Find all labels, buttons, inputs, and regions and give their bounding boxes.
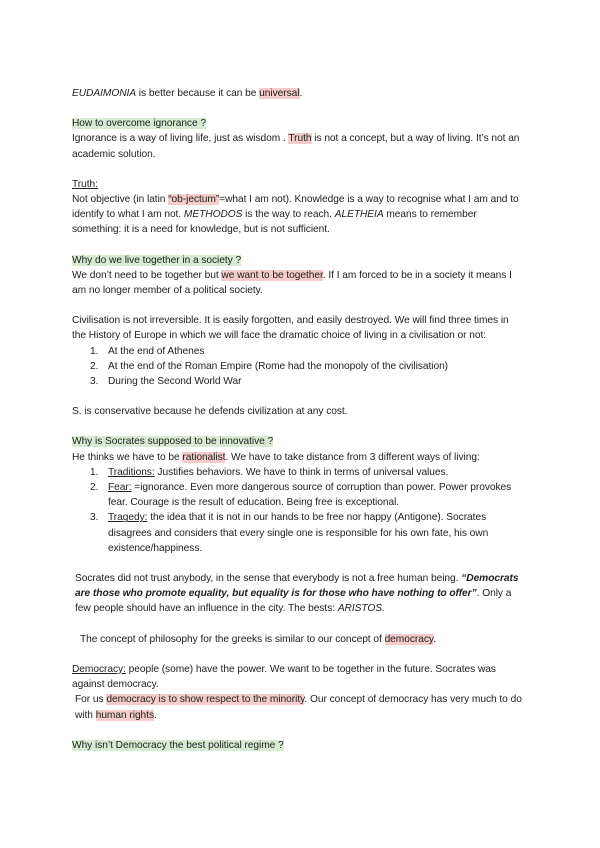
list-item: 2. Fear: =ignorance. Even more dangerous source of corruption than power. Power provokes fear. Courage is the result of education. Being free is exceptional. [90,482,512,509]
heading-truth: Truth: [72,178,98,190]
list-item: 1. At the end of Athenes [90,345,205,357]
list-item: 3. Tragedy: the idea that it is not in our hands to be free nor happy (Antigone). Socrates disagrees and considers that every single one is responsible for his own fate, his own existence/happiness. [90,512,489,554]
term-aristos: ARISTOS. [337,603,385,615]
term-methodos: METHODOS [183,209,243,221]
paragraph-ignorance: Ignorance is a way of living life, just as wisdom . Truth is not a concept, but a way of living. It’s not an academic solution. [72,133,520,160]
term-aletheia: ALETHEIA [334,209,384,221]
heading-overcome-ignorance: How to overcome ignorance ? [72,118,206,130]
highlight-human-rights: human rights [95,709,154,721]
highlight-ob-jectum: “ob-jectum” [168,194,220,206]
list-ways-of-living [72,465,522,556]
document-body [72,86,522,753]
list-item: 1. Traditions: Justifies behaviors. We have to think in terms of universal values. [90,466,449,478]
highlight-want-together: we want to be together [221,269,323,281]
list-item: 3. During the Second World War [90,376,242,388]
paragraph-conservative: S. is conservative because he defends civilization at any cost. [72,406,348,418]
highlight-truth: Truth [288,133,312,145]
heading-socrates-innovative: Why is Socrates supposed to be innovative ? [72,436,274,448]
term-eudaimonia: EUDAIMONIA [72,88,137,99]
highlight-respect-minority: democracy is to show respect to the minority [106,694,305,706]
heading-democracy-regime: Why isn’t Democracy the best political regime ? [72,739,284,751]
heading-live-together: Why do we live together in a society ? [72,254,242,266]
paragraph-philosophy-democracy: The concept of philosophy for the greeks is similar to our concept of democracy. [80,633,436,645]
term-fear: Fear: [108,482,132,494]
paragraph-eudaimonia: EUDAIMONIA is better because it can be universal. [72,88,303,99]
term-tragedy: Tragedy: [108,512,148,524]
highlight-democracy: democracy [384,633,434,645]
list-item: 2. At the end of the Roman Empire (Rome had the monopoly of the civilisation) [90,360,449,372]
quote-democrats: “Democrats are those who promote equality, but equality is for those who have nothing to offer” [75,573,519,600]
paragraph-rationalist: He thinks we have to be rationalist. We have to take distance from 3 different ways of living: [72,451,480,463]
paragraph-socrates-trust: Socrates did not trust anybody, in the sense that everybody is not a free human being. “Democrats are those who promote equality, but equality is for those who have nothing to offer”. Only a few people should have an influence in the city. The bests: ARISTOS. [75,573,519,615]
paragraph-democracy-definition: Democracy: people (some) have the power. We want to be together in the future. Socrates was against democracy. [72,663,496,691]
term-democracy: Democracy: [72,663,126,675]
paragraph-society: We don’t need to be together but we want to be together. If I am forced to be in a society it means I am no longer member of a political society. [72,269,512,297]
term-traditions: Traditions: [108,466,155,478]
highlight-rationalist: rationalist [182,451,226,463]
highlight-universal: universal [259,88,300,99]
list-civilisation-times [72,344,522,390]
paragraph-truth: Not objective (in latin “ob-jectum”=what I am not). Knowledge is a way to recognise what I am and to identify to what I am not. METHODOS is the way to reach. ALETHEIA means to remember something: it is a need for knowledge, but is not sufficient. [72,194,519,236]
paragraph-civilisation: Civilisation is not irreversible. It is easily forgotten, and easily destroyed. We will find three times in the History of Europe in which we will face the dramatic choice of living in a civilisation or not: [72,315,509,342]
paragraph-democracy-minority: For us democracy is to show respect to the minority. Our concept of democracy has very much to do with human rights. [75,694,522,721]
